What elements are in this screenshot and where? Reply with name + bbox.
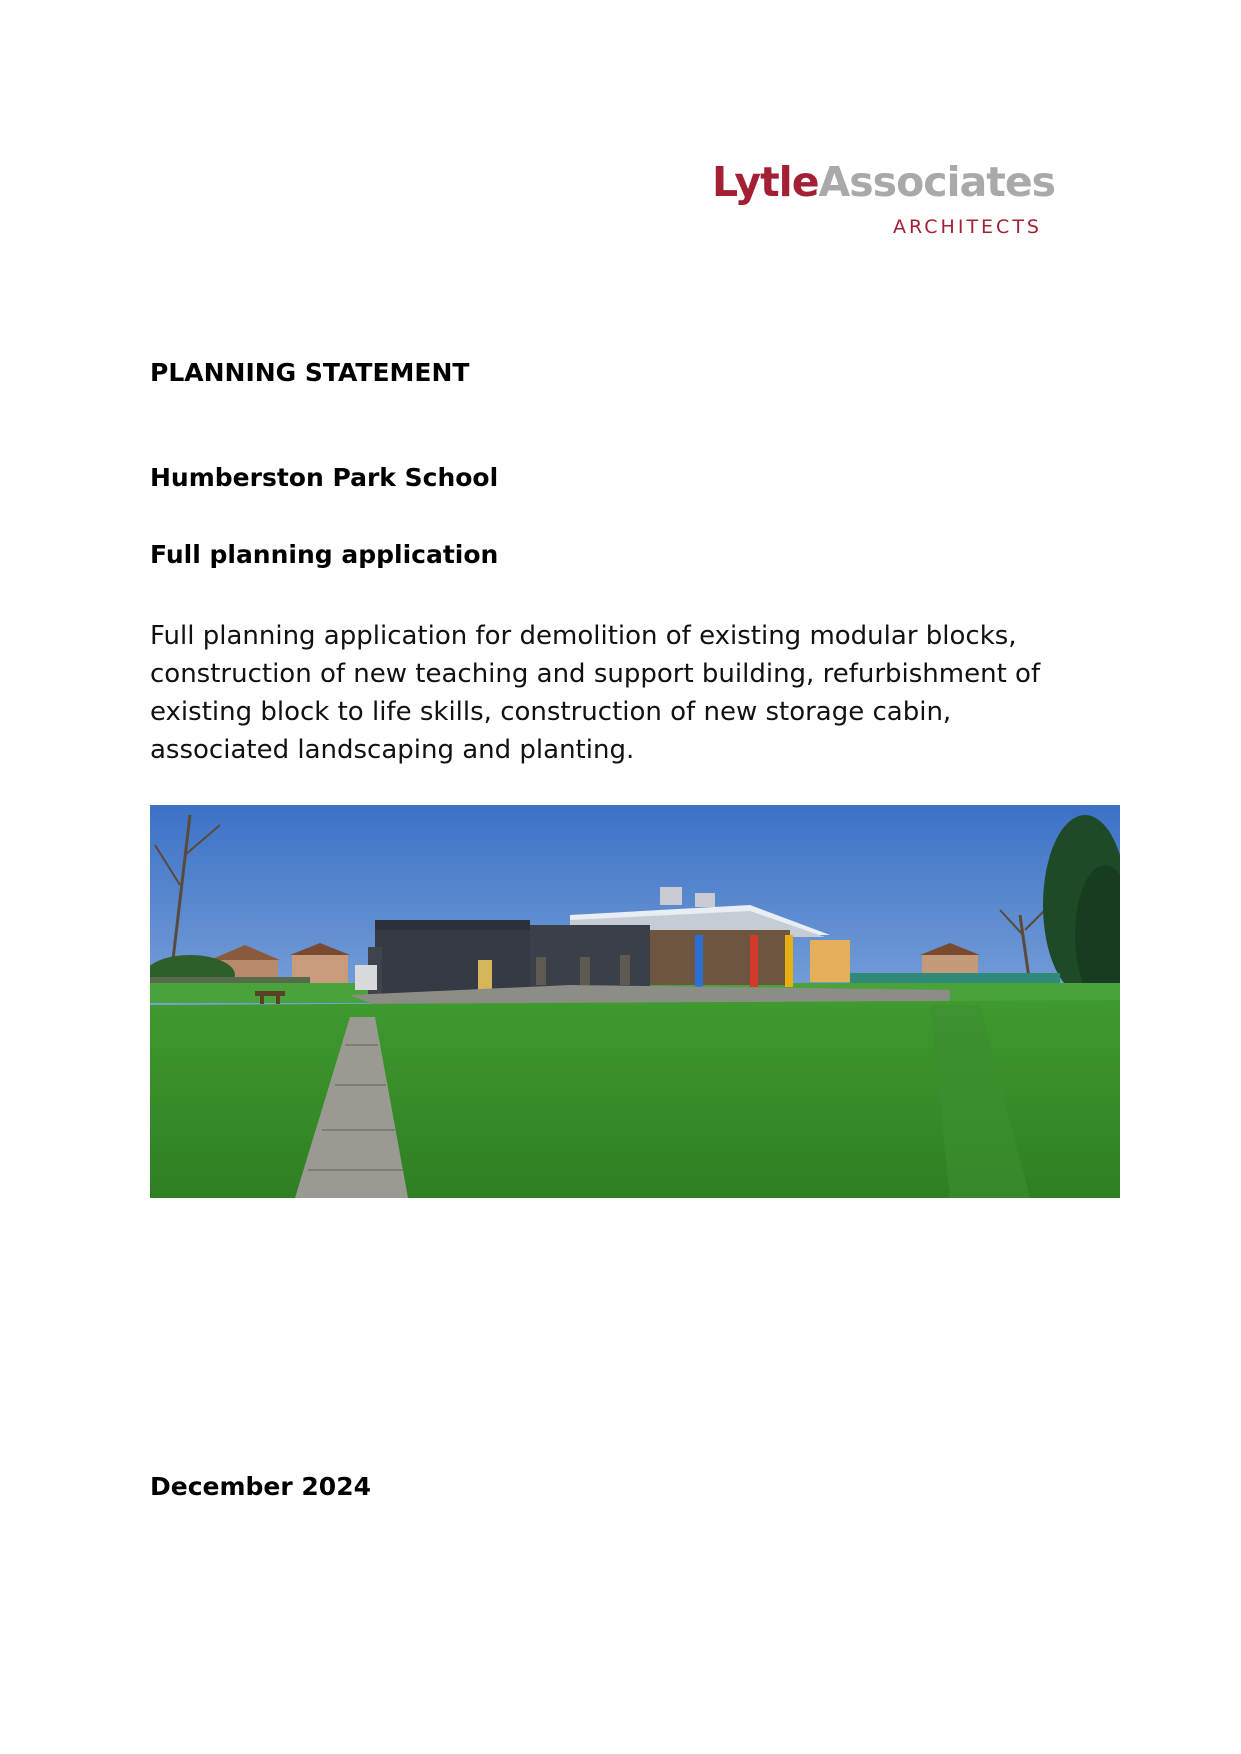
logo-subtitle: ARCHITECTS xyxy=(893,216,1042,238)
application-type: Full planning application xyxy=(150,540,499,569)
logo-name-part2: Associates xyxy=(818,158,1056,206)
document-title: PLANNING STATEMENT xyxy=(150,358,470,387)
school-panorama-image xyxy=(150,805,1120,1198)
application-description: Full planning application for demolition of existing modular blocks, construction of new teaching and support building, refurbishment of existing block to life skills, construction of new storage cabin, associated landscaping and planting. xyxy=(150,621,1041,765)
logo-wordmark xyxy=(712,158,1056,206)
document-date: December 2024 xyxy=(150,1472,371,1501)
logo-name-part1: Lytle xyxy=(712,158,819,206)
project-name: Humberston Park School xyxy=(150,463,499,492)
site-photo xyxy=(150,805,1120,1198)
company-logo xyxy=(712,158,1056,242)
